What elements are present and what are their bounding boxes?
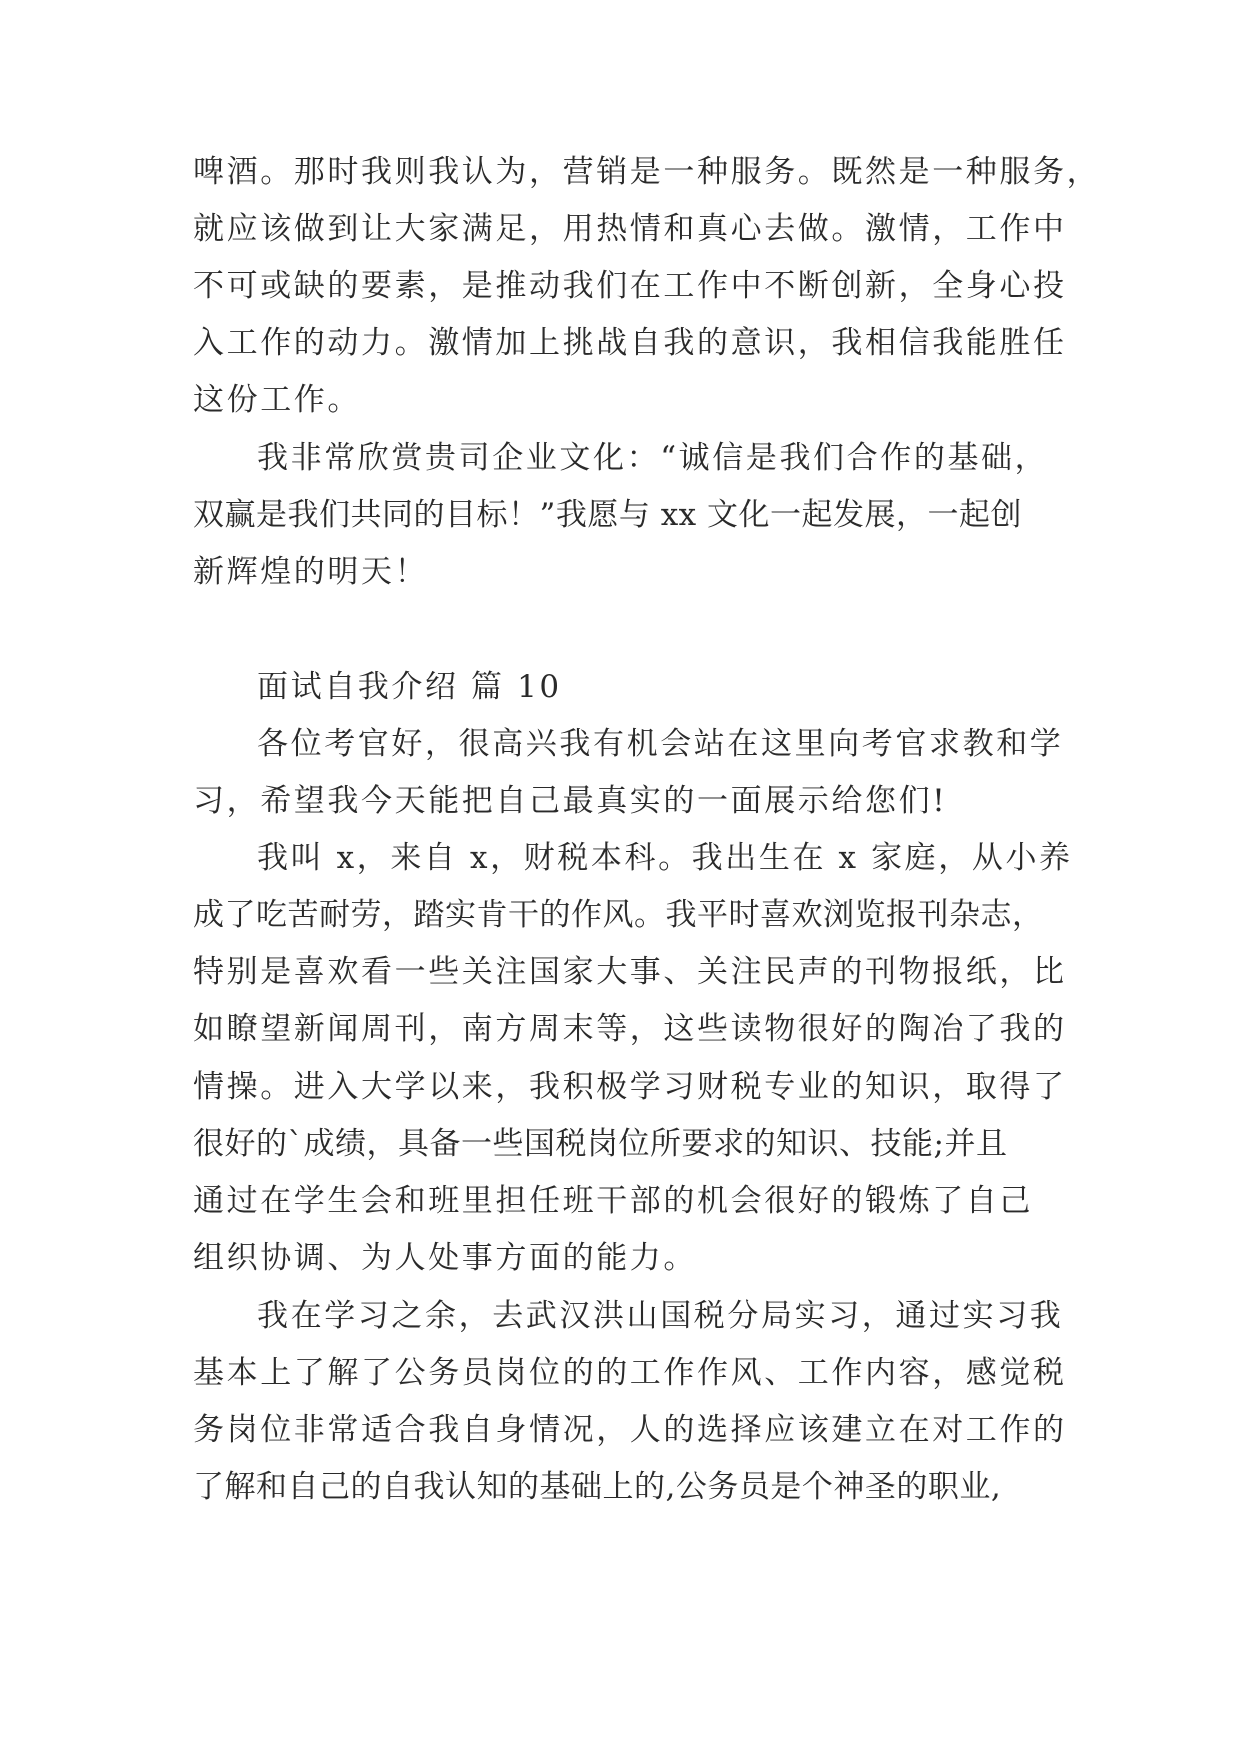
- body-text-line: 不可或缺的要素，是推动我们在工作中不断创新，全身心投: [193, 268, 1067, 304]
- body-text-line: 如瞭望新闻周刊，南方周末等，这些读物很好的陶冶了我的: [193, 1011, 1067, 1047]
- paragraph-first-line: 我非常欣赏贵司企业文化：“诚信是我们合作的基础，: [257, 440, 1049, 476]
- body-text-line: 双赢是我们共同的目标！”我愿与 xx 文化一起发展，一起创: [193, 497, 1023, 533]
- paragraph-first-line: 我叫 x，来自 x，财税本科。我出生在 x 家庭，从小养: [257, 840, 1073, 876]
- body-text-line: 习，希望我今天能把自己最真实的一面展示给您们!: [193, 783, 948, 819]
- body-text-line: 入工作的动力。激情加上挑战自我的意识，我相信我能胜任: [193, 325, 1067, 361]
- body-text-line: 组织协调、为人处事方面的能力。: [193, 1240, 697, 1276]
- paragraph-first-line: 我在学习之余，去武汉洪山国税分局实习，通过实习我: [257, 1298, 1064, 1334]
- section-heading: 面试自我介绍 篇 10: [257, 669, 562, 705]
- body-text-line: 了解和自己的自我认知的基础上的,公务员是个神圣的职业,: [193, 1469, 1002, 1505]
- paragraph-first-line: 各位考官好，很高兴我有机会站在这里向考官求教和学: [257, 726, 1064, 762]
- body-text-line: 成了吃苦耐劳，踏实肯干的作风。我平时喜欢浏览报刊杂志，: [193, 897, 1044, 933]
- body-text-line: 很好的`成绩，具备一些国税岗位所要求的知识、技能;并且: [193, 1126, 1008, 1162]
- body-text-line: 务岗位非常适合我自身情况，人的选择应该建立在对工作的: [193, 1412, 1067, 1448]
- body-text-line: 特别是喜欢看一些关注国家大事、关注民声的刊物报纸，比: [193, 954, 1067, 990]
- body-text-line: 情操。进入大学以来，我积极学习财税专业的知识，取得了: [193, 1069, 1067, 1105]
- body-text-line: 基本上了解了公务员岗位的的工作作风、工作内容，感觉税: [193, 1355, 1067, 1391]
- body-text-line: 通过在学生会和班里担任班干部的机会很好的锻炼了自己: [193, 1183, 1033, 1219]
- body-text-line: 就应该做到让大家满足，用热情和真心去做。激情，工作中: [193, 211, 1067, 247]
- body-text-line: 这份工作。: [193, 382, 361, 418]
- body-text-line: 啤酒。那时我则我认为，营销是一种服务。既然是一种服务，: [193, 154, 1101, 190]
- body-text-line: 新辉煌的明天！: [193, 554, 429, 590]
